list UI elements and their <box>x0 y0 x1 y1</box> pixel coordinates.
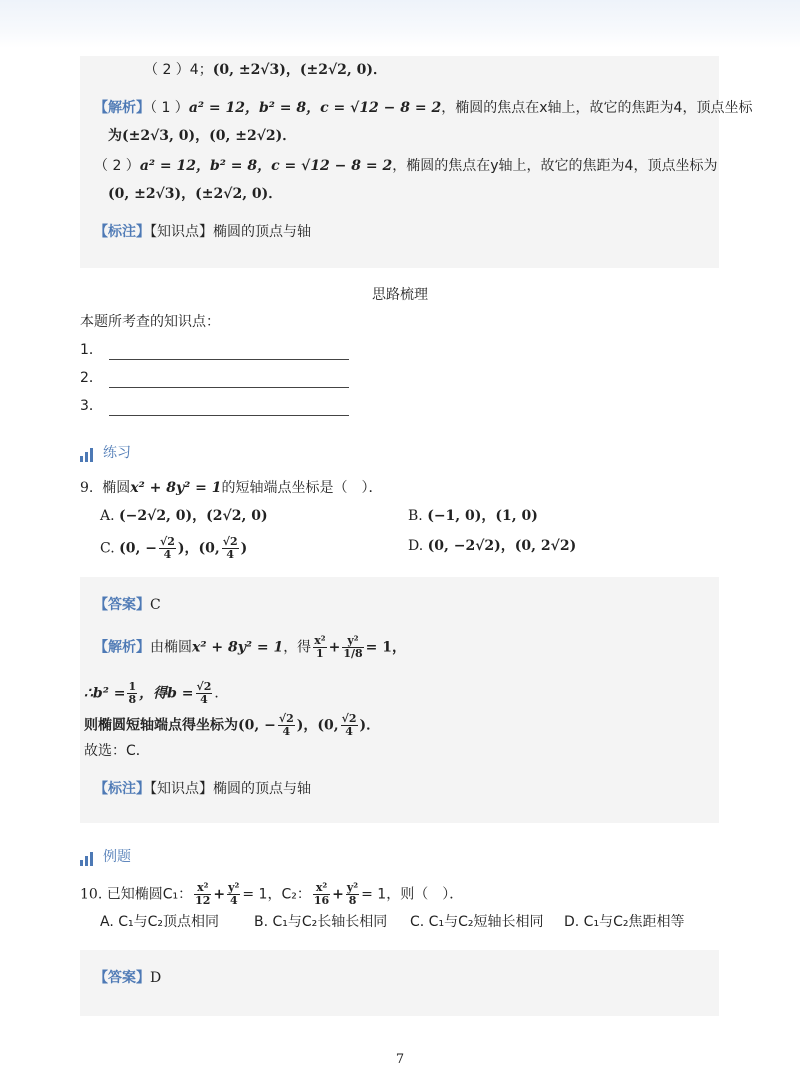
annotation-line: 【标注】【知识点】椭圆的顶点与轴 <box>94 224 311 240</box>
thinking-summary-title: 思路梳理 <box>372 287 428 303</box>
solution-box-9 <box>80 577 719 823</box>
analysis-line-2: 为(±2√3, 0)，(0, ±2√2)． <box>108 128 297 144</box>
page-number: 7 <box>395 1052 405 1067</box>
bar-chart-icon <box>80 446 95 462</box>
page-header-band <box>0 0 800 48</box>
answer-line: 【答案】D <box>94 970 162 986</box>
blank-line-3[interactable]: 3． <box>80 396 349 416</box>
solution-box-10 <box>80 950 719 1016</box>
analysis-line-1: 【解析】（ 1 ）a² = 12，b² = 8，c = √12 − 8 = 2，椭圆的焦点在x轴上，故它的焦距为4，顶点坐标 <box>94 100 753 116</box>
option-10a[interactable]: A. C₁与C₂顶点相同 <box>100 914 220 930</box>
option-10d[interactable]: D. C₁与C₂焦距相等 <box>564 914 685 930</box>
bar-chart-icon <box>80 850 95 866</box>
section-header-example: 例题 <box>80 846 131 866</box>
annotation-label: 【标注】 <box>94 781 150 797</box>
analysis-line-4: (0, ±2√3)，(±2√2, 0)． <box>108 186 283 202</box>
analysis-line-1: 【解析】由椭圆x² + 8y² = 1，得 $\frac{\text{x²}}{1}$ + $\frac{\text{y²}}{1/8}$ = 1， <box>94 634 406 660</box>
answer-label: 【答案】 <box>94 597 150 613</box>
annotation-label: 【标注】 <box>94 224 150 240</box>
answer-label: 【答案】 <box>94 970 150 986</box>
answer-line: 【答案】C <box>94 597 161 613</box>
answer-part-2: （ 2 ）4；(0, ±2√3)，(±2√2, 0)． <box>144 62 388 78</box>
option-10b[interactable]: B. C₁与C₂长轴长相同 <box>254 914 388 930</box>
question-10: 10. 已知椭圆C₁： $\frac{\text{x²}}{12}$ + $\frac{\text{y²}}{4}$ = 1，C₂： $\frac{\text{x²}}{16}$ + $\frac{\text{y²}}{8}$ = 1，则（ ）． <box>80 881 464 907</box>
knowledge-prompt: 本题所考查的知识点： <box>80 314 220 330</box>
section-header-practice: 练习 <box>80 442 131 462</box>
analysis-line-3: 则椭圆短轴端点得坐标为(0, − $\frac{√2}{4}$ )，(0, $\frac{√2}{4}$ )． <box>84 712 381 738</box>
analysis-label: 【解析】 <box>94 100 150 116</box>
option-9a[interactable]: A. (−2√2, 0)，(2√2, 0) <box>100 508 268 524</box>
option-9c[interactable]: C. (0, − $\frac{√2}{4}$ )，(0, $\frac{√2}{4}$ ) <box>100 535 248 561</box>
option-10c[interactable]: C. C₁与C₂短轴长相同 <box>410 914 544 930</box>
analysis-line-2: ∴b² = $\frac{1}{8}$ ，得b = $\frac{√2}{4}$ ． <box>84 680 229 706</box>
option-9b[interactable]: B. (−1, 0)，(1, 0) <box>408 508 538 524</box>
annotation-line: 【标注】【知识点】椭圆的顶点与轴 <box>94 781 311 797</box>
analysis-line-4: 故选：C． <box>84 743 150 759</box>
question-9: 9. 椭圆x² + 8y² = 1的短轴端点坐标是（ ）． <box>80 480 383 496</box>
blank-line-2[interactable]: 2． <box>80 368 349 388</box>
analysis-line-3: （ 2 ）a² = 12，b² = 8，c = √12 − 8 = 2，椭圆的焦点在y轴上，故它的焦距为4，顶点坐标为 <box>94 158 718 174</box>
blank-line-1[interactable]: 1． <box>80 340 349 360</box>
analysis-label: 【解析】 <box>94 639 150 656</box>
option-9d[interactable]: D. (0, −2√2)，(0, 2√2) <box>408 538 577 554</box>
solution-box-8 <box>80 56 753 268</box>
